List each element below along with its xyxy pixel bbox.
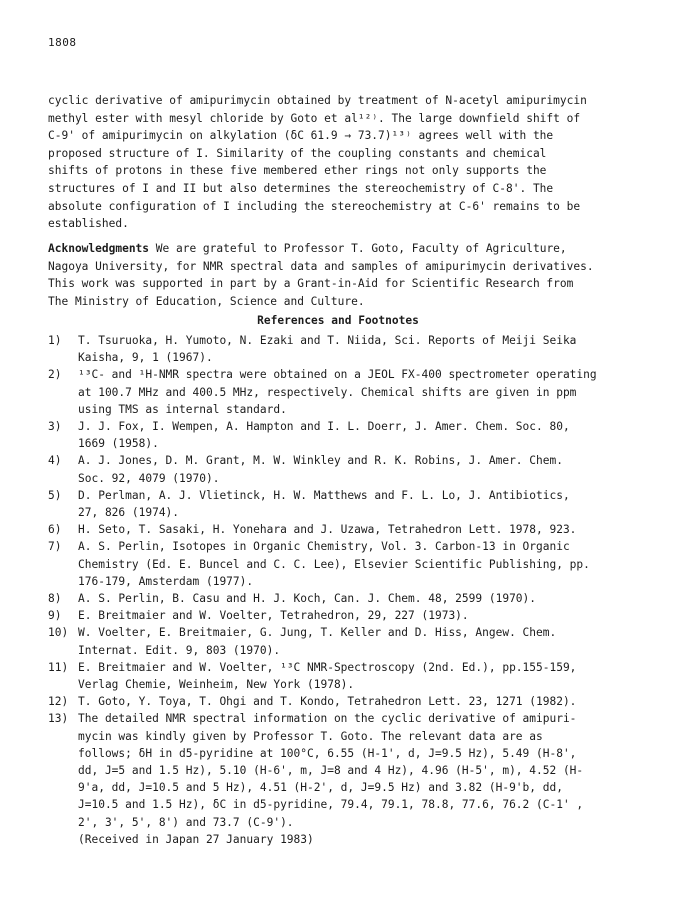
reference-line: Kaisha, 9, 1 (1967). <box>78 351 213 365</box>
text-line: cyclic derivative of amipurimycin obtained by treatment of N-acetyl amipurimycin <box>48 94 587 107</box>
text-line: Nagoya University, for NMR spectral data and samples of amipurimycin derivatives. <box>48 259 594 273</box>
reference-item <box>48 366 638 418</box>
reference-line: 176-179, Amsterdam (1977). <box>78 574 254 588</box>
reference-line: H. Seto, T. Sasaki, H. Yonehara and J. Uzawa, Tetrahedron Lett. 1978, 923. <box>78 523 577 537</box>
reference-number: 11) <box>48 660 69 674</box>
reference-line: E. Breitmaier and W. Voelter, Tetrahedron, 29, 227 (1973). <box>78 609 469 623</box>
reference-item <box>48 710 638 830</box>
reference-number: 9) <box>48 609 62 623</box>
reference-line: at 100.7 MHz and 400.5 MHz, respectively. Chemical shifts are given in ppm <box>78 385 577 399</box>
reference-item <box>48 521 638 538</box>
reference-line: D. Perlman, A. J. Vlietinck, H. W. Matthews and F. L. Lo, J. Antibiotics, <box>78 488 570 502</box>
reference-line: T. Tsuruoka, H. Yumoto, N. Ezaki and T. Niida, Sci. Reports of Meiji Seika <box>78 334 577 347</box>
text-line: The Ministry of Education, Science and Culture. <box>48 294 365 308</box>
reference-item <box>48 332 638 366</box>
reference-line: W. Voelter, E. Breitmaier, G. Jung, T. Keller and D. Hiss, Angew. Chem. <box>78 626 557 640</box>
reference-line: dd, J=5 and 1.5 Hz), 5.10 (H-6', m, J=8 and 4 Hz), 4.96 (H-5', m), 4.52 (H- <box>78 764 584 778</box>
references-heading: References and Footnotes <box>257 314 419 327</box>
reference-line: 2', 3', 5', 8') and 73.7 (C-9'). <box>78 815 294 829</box>
reference-item <box>48 607 638 624</box>
reference-number: 13) <box>48 712 69 726</box>
reference-line: 1669 (1958). <box>78 437 159 451</box>
text-line <box>48 240 633 258</box>
reference-line: A. J. Jones, D. M. Grant, M. W. Winkley and R. K. Robins, J. Amer. Chem. <box>78 454 563 468</box>
references-list <box>48 332 638 848</box>
reference-line: mycin was kindly given by Professor T. Goto. The relevant data are as <box>78 729 543 743</box>
text-line: This work was supported in part by a Grant-in-Aid for Scientific Research from <box>48 277 574 291</box>
text-line: methyl ester with mesyl chloride by Goto et al¹²⁾. The large downfield shift of <box>48 111 581 125</box>
reference-line: T. Goto, Y. Toya, T. Ohgi and T. Kondo, Tetrahedron Lett. 23, 1271 (1982). <box>78 695 577 709</box>
intro-paragraph <box>48 92 633 233</box>
reference-line: follows; δH in d5-pyridine at 100°C, 6.55 (H-1', d, J=9.5 Hz), 5.49 (H-8', <box>78 746 577 760</box>
reference-line: 27, 826 (1974). <box>78 506 180 520</box>
reference-line: Internat. Edit. 9, 803 (1970). <box>78 643 281 657</box>
reference-number: 1) <box>48 334 62 347</box>
text-line: absolute configuration of I including the stereochemistry at C-6' remains to be <box>48 199 581 213</box>
text-line: proposed structure of I. Similarity of the coupling constants and chemical <box>48 146 547 160</box>
reference-number: 4) <box>48 454 62 468</box>
received-date: (Received in Japan 27 January 1983) <box>78 832 314 846</box>
acknowledgments-heading: Acknowledgments <box>48 242 150 255</box>
text-line: shifts of protons in these five membered ether rings not only supports the <box>48 164 547 178</box>
reference-line: Soc. 92, 4079 (1970). <box>78 471 220 485</box>
page-number: 1808 <box>48 36 77 49</box>
acknowledgments-first-line: We are grateful to Professor T. Goto, Faculty of Agriculture, <box>149 242 567 255</box>
reference-item <box>48 659 638 693</box>
reference-line: A. S. Perlin, B. Casu and H. J. Koch, Can. J. Chem. 48, 2599 (1970). <box>78 592 537 606</box>
reference-line: E. Breitmaier and W. Voelter, ¹³C NMR-Spectroscopy (2nd. Ed.), pp.155-159, <box>78 660 577 674</box>
reference-line: The detailed NMR spectral information on the cyclic derivative of amipuri- <box>78 712 577 726</box>
reference-line: Verlag Chemie, Weinheim, New York (1978). <box>78 678 355 692</box>
reference-number: 8) <box>48 592 62 606</box>
reference-line: J. J. Fox, I. Wempen, A. Hampton and I. L. Doerr, J. Amer. Chem. Soc. 80, <box>78 420 570 434</box>
reference-number: 5) <box>48 488 62 502</box>
reference-number: 6) <box>48 523 62 537</box>
reference-item <box>48 590 638 607</box>
reference-line: ¹³C- and ¹H-NMR spectra were obtained on a JEOL FX-400 spectrometer operating <box>78 368 597 382</box>
text-line: structures of I and II but also determines the stereochemistry of C-8'. The <box>48 181 554 195</box>
reference-item <box>48 538 638 590</box>
reference-line: 9'a, dd, J=10.5 and 5 Hz), 4.51 (H-2', d, J=9.5 Hz) and 3.82 (H-9'b, dd, <box>78 781 563 795</box>
reference-item <box>48 624 638 658</box>
text-line: established. <box>48 217 129 231</box>
acknowledgments-paragraph <box>48 240 633 310</box>
reference-number: 7) <box>48 540 62 554</box>
reference-line: Chemistry (Ed. E. Buncel and C. C. Lee), Elsevier Scientific Publishing, pp. <box>78 557 590 571</box>
reference-line: J=10.5 and 1.5 Hz), δC in d5-pyridine, 79.4, 79.1, 78.8, 77.6, 76.2 (C-1' , <box>78 798 584 812</box>
text-line: C-9' of amipurimycin on alkylation (δC 61.9 → 73.7)¹³⁾ agrees well with the <box>48 129 554 143</box>
reference-line: A. S. Perlin, Isotopes in Organic Chemistry, Vol. 3. Carbon-13 in Organic <box>78 540 570 554</box>
reference-item <box>48 452 638 486</box>
reference-number: 12) <box>48 695 69 709</box>
reference-number: 3) <box>48 420 62 434</box>
reference-line: using TMS as internal standard. <box>78 402 287 416</box>
reference-item <box>48 418 638 452</box>
reference-number: 10) <box>48 626 69 640</box>
reference-item <box>48 693 638 710</box>
reference-item <box>48 487 638 521</box>
reference-number: 2) <box>48 368 62 382</box>
